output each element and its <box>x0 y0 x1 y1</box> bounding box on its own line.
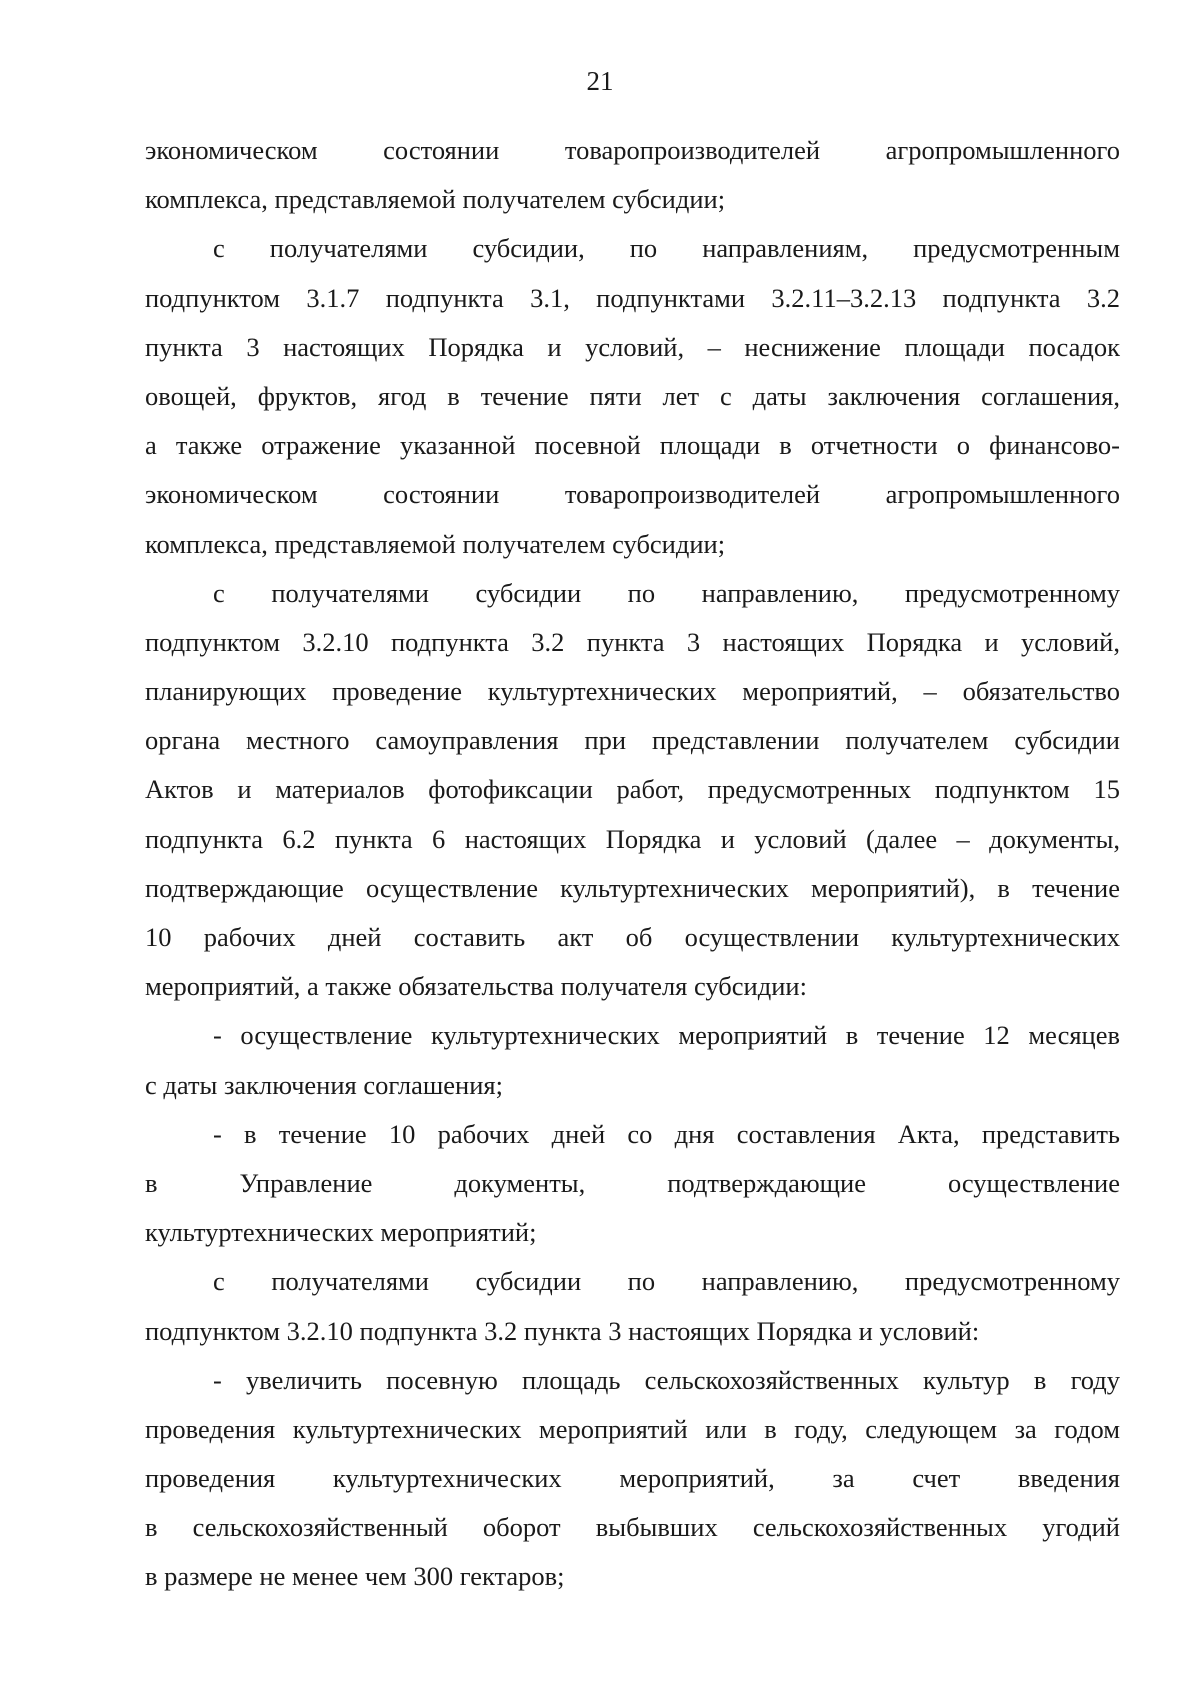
paragraph-line: в сельскохозяйственный оборот выбывших сельскохозяйственных угодий <box>145 1512 1120 1543</box>
paragraph-line: планирующих проведение культуртехнических мероприятий, – обязательство <box>145 676 1120 707</box>
paragraph-line: Актов и материалов фотофиксации работ, предусмотренных подпунктом 15 <box>145 774 1120 805</box>
paragraph-line: - в течение 10 рабочих дней со дня составления Акта, представить <box>213 1118 1120 1149</box>
page-number: 21 <box>586 66 614 96</box>
paragraph-line: - осуществление культуртехнических мероприятий в течение 12 месяцев <box>213 1020 1120 1051</box>
paragraph-line: проведения культуртехнических мероприятий или в году, следующем за годом <box>145 1413 1120 1444</box>
paragraph-line: с даты заключения соглашения; <box>145 1069 503 1100</box>
paragraph-line: овощей, фруктов, ягод в течение пяти лет с даты заключения соглашения, <box>145 380 1120 411</box>
paragraph-line: 10 рабочих дней составить акт об осуществлении культуртехнических <box>145 922 1120 952</box>
paragraph-line: с получателями субсидии, по направлениям, предусмотренным <box>213 233 1120 264</box>
paragraph-line: подпунктом 3.1.7 подпункта 3.1, подпунктами 3.2.11–3.2.13 подпункта 3.2 <box>145 282 1120 313</box>
paragraph-line: мероприятий, а также обязательства получателя субсидии: <box>145 971 807 1002</box>
paragraph-line: подпункта 6.2 пункта 6 настоящих Порядка и условий (далее – документы, <box>145 823 1120 854</box>
paragraph-line: проведения культуртехнических мероприятий, за счет введения <box>145 1463 1120 1494</box>
paragraph-line: экономическом состоянии товаропроизводителей агропромышленного <box>145 479 1120 510</box>
paragraph-line: в размере не менее чем 300 гектаров; <box>145 1561 565 1592</box>
paragraph-line: с получателями субсидии по направлению, предусмотренному <box>213 577 1120 608</box>
paragraph-line: в Управление документы, подтверждающие осуществление <box>145 1167 1120 1198</box>
paragraph-line: с получателями субсидии по направлению, предусмотренному <box>213 1266 1120 1297</box>
paragraph-line: а также отражение указанной посевной площади в отчетности о финансово- <box>145 430 1120 461</box>
paragraph-line: экономическом состоянии товаропроизводителей агропромышленного <box>145 135 1120 165</box>
document-body <box>145 126 1120 1602</box>
paragraph-line: подтверждающие осуществление культуртехнических мероприятий), в течение <box>145 872 1120 903</box>
paragraph-line: комплекса, представляемой получателем субсидии; <box>145 528 726 559</box>
paragraph-line: подпунктом 3.2.10 подпункта 3.2 пункта 3 настоящих Порядка и условий: <box>145 1315 980 1346</box>
paragraph-line: - увеличить посевную площадь сельскохозяйственных культур в году <box>213 1364 1120 1395</box>
paragraph-line: комплекса, представляемой получателем субсидии; <box>145 184 726 215</box>
paragraph-line: культуртехнических мероприятий; <box>145 1217 537 1248</box>
paragraph-line: органа местного самоуправления при представлении получателем субсидии <box>145 725 1120 756</box>
paragraph-line: подпунктом 3.2.10 подпункта 3.2 пункта 3 настоящих Порядка и условий, <box>145 626 1120 657</box>
paragraph-line: пункта 3 настоящих Порядка и условий, – неснижение площади посадок <box>145 331 1120 362</box>
